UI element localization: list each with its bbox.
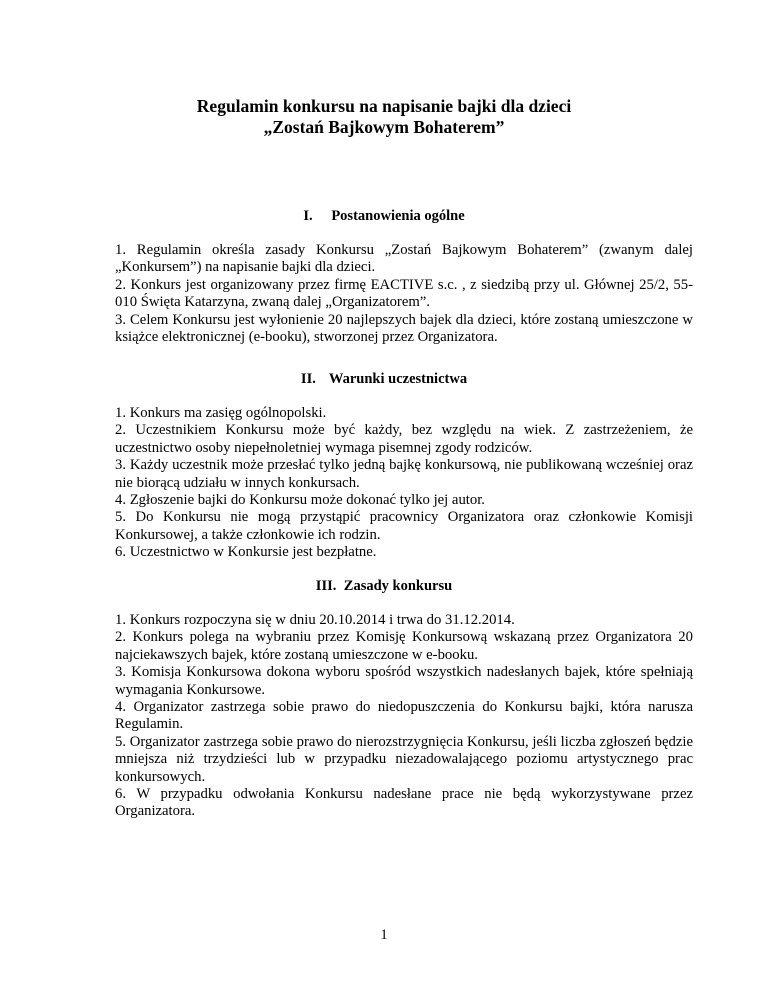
- list-item: 3. Każdy uczestnik może przesłać tylko jedną bajkę konkursową, nie publikowaną wcześniej oraz nie biorącą udziału w innych konkursach.: [115, 457, 693, 491]
- section-number: II.: [300, 371, 316, 387]
- section-body-1: [115, 242, 693, 346]
- list-item: 2. Konkurs jest organizowany przez firmę EACTIVE s.c. , z siedzibą przy ul. Głównej 25/2, 55-010 Święta Katarzyna, zwaną dalej „Organizatorem”.: [115, 276, 693, 311]
- section-body-3: [115, 612, 693, 821]
- section-number: III.: [315, 578, 337, 594]
- list-item: 1. Konkurs ma zasięg ogólnopolski.: [115, 405, 327, 421]
- page-number: 1: [380, 927, 388, 943]
- section-number: I.: [303, 208, 313, 224]
- section-body-2: [115, 405, 693, 562]
- list-item: 2. Konkurs polega na wybraniu przez Komisję Konkursową wskazaną przez Organizatora 20 najciekawszych bajek, które zostaną umieszczone w e-booku.: [115, 629, 693, 663]
- list-item: 5. Do Konkursu nie mogą przystąpić pracownicy Organizatora oraz członkowie Komisji Konkursowej, a także członkowie ich rodzin.: [115, 509, 693, 543]
- list-item: 6. Uczestnictwo w Konkursie jest bezpłatne.: [115, 544, 377, 561]
- list-item: 3. Celem Konkursu jest wyłonienie 20 najlepszych bajek dla dzieci, które zostaną umieszczone w książce elektronicznej (e-booku), stworzonej przez Organizatora.: [115, 311, 693, 346]
- title-line-1: Regulamin konkursu na napisanie bajki dla dzieci: [196, 96, 572, 116]
- list-item: 3. Komisja Konkursowa dokona wyboru spośród wszystkich nadesłanych bajek, które spełniają wymagania Konkursowe.: [115, 664, 693, 698]
- section-heading-2: [0, 371, 768, 388]
- document-title: [0, 96, 768, 138]
- list-item: 2. Uczestnikiem Konkursu może być każdy, bez względu na wiek. Z zastrzeżeniem, że uczestnictwo osoby niepełnoletniej wymaga pisemnej zgody rodziców.: [115, 422, 693, 456]
- list-item: 6. W przypadku odwołania Konkursu nadesłane prace nie będą wykorzystywane przez Organizatora.: [115, 786, 693, 820]
- section-title: Warunki uczestnictwa: [328, 371, 468, 387]
- section-title: Zasady konkursu: [343, 578, 453, 594]
- list-item: 4. Zgłoszenie bajki do Konkursu może dokonać tylko jej autor.: [115, 492, 485, 509]
- section-heading-1: [0, 208, 768, 225]
- list-item: 4. Organizator zastrzega sobie prawo do niedopuszczenia do Konkursu bajki, która narusza Regulamin.: [115, 699, 693, 733]
- list-item: 1. Regulamin określa zasady Konkursu „Zostań Bajkowym Bohaterem” (zwanym dalej „Konkursem”) na napisanie bajki dla dzieci.: [115, 242, 693, 276]
- list-item: 1. Konkurs rozpoczyna się w dniu 20.10.2014 i trwa do 31.12.2014.: [115, 612, 515, 628]
- list-item: 5. Organizator zastrzega sobie prawo do nierozstrzygnięcia Konkursu, jeśli liczba zgłoszeń będzie mniejsza niż trzydzieści lub w przypadku niezadowalającego poziomu artystycznego prac konkursowych.: [115, 733, 693, 785]
- section-title: Postanowienia ogólne: [331, 208, 465, 224]
- section-heading-3: [0, 578, 768, 595]
- title-line-2: „Zostań Bajkowym Bohaterem”: [263, 117, 505, 137]
